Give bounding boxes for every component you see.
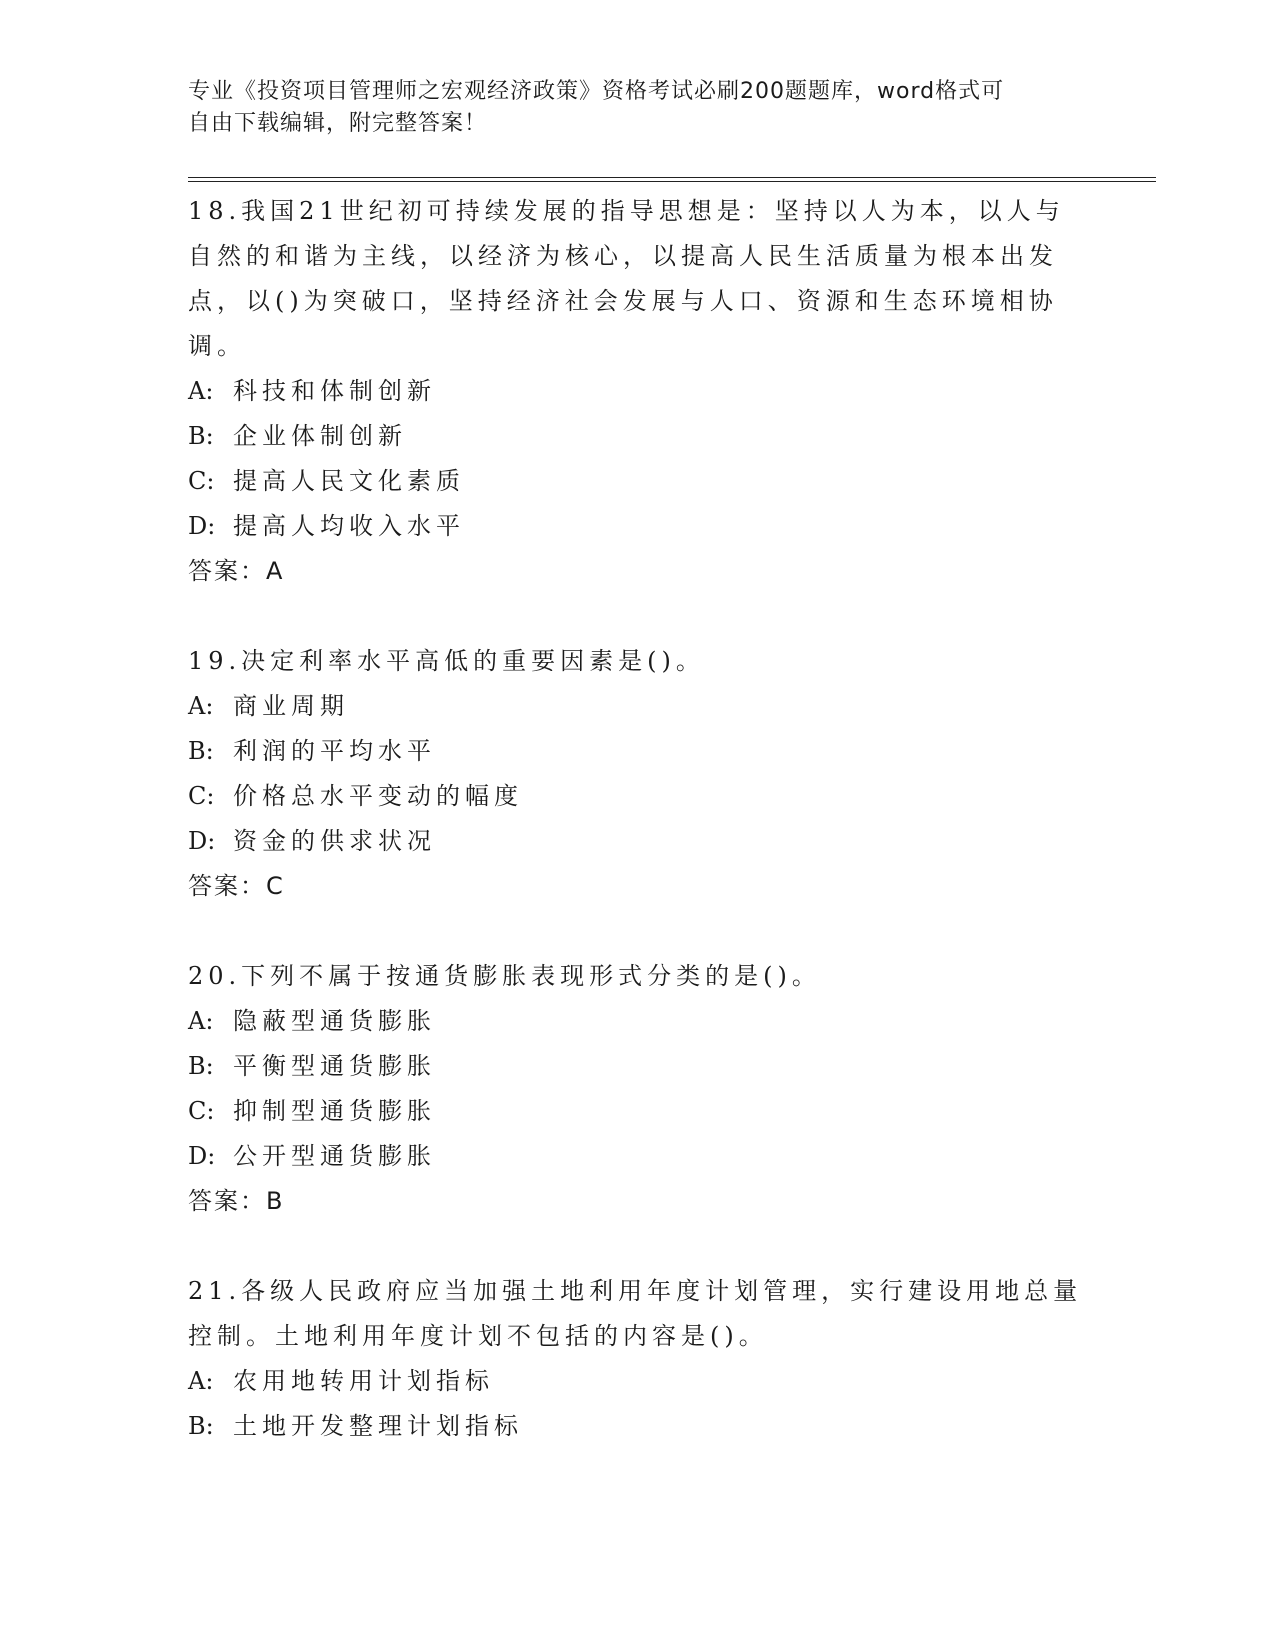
option-text: 平衡型通货膨胀	[233, 1052, 436, 1080]
option-letter: C:	[188, 467, 215, 495]
option-letter: D:	[188, 827, 216, 855]
option-c	[188, 459, 1088, 504]
option-letter: B:	[188, 1052, 214, 1080]
option-text: 价格总水平变动的幅度	[233, 782, 523, 810]
header-divider-bottom	[188, 181, 1156, 182]
question-stem-line: 调。	[188, 332, 246, 360]
option-letter: B:	[188, 1412, 214, 1440]
option-c	[188, 774, 1088, 819]
option-text: 农用地转用计划指标	[233, 1367, 494, 1395]
option-d	[188, 819, 1088, 864]
header-line-2: 自由下载编辑，附完整答案！	[188, 111, 488, 136]
answer-line: 答案：A	[188, 557, 285, 585]
option-b	[188, 414, 1088, 459]
question-21	[188, 1269, 1088, 1449]
option-d	[188, 1134, 1088, 1179]
option-text: 公开型通货膨胀	[233, 1142, 436, 1170]
option-text: 提高人民文化素质	[233, 467, 465, 495]
question-18	[188, 189, 1088, 594]
answer-line: 答案：C	[188, 872, 285, 900]
question-19	[188, 639, 1088, 909]
option-text: 隐蔽型通货膨胀	[233, 1007, 436, 1035]
question-stem-line: 20.下列不属于按通货膨胀表现形式分类的是()。	[188, 962, 821, 990]
option-text: 商业周期	[233, 692, 349, 720]
option-text: 土地开发整理计划指标	[233, 1412, 523, 1440]
question-20	[188, 954, 1088, 1224]
option-d	[188, 504, 1088, 549]
question-stem-line: 控制。土地利用年度计划不包括的内容是()。	[188, 1322, 768, 1350]
option-letter: A:	[188, 1007, 214, 1035]
header-divider-top	[188, 177, 1156, 178]
option-b	[188, 1404, 1088, 1449]
answer-line: 答案：B	[188, 1187, 285, 1215]
option-letter: C:	[188, 782, 215, 810]
option-text: 资金的供求状况	[233, 827, 436, 855]
option-letter: B:	[188, 737, 214, 765]
option-letter: C:	[188, 1097, 215, 1125]
option-letter: A:	[188, 692, 214, 720]
option-text: 企业体制创新	[233, 422, 407, 450]
option-b	[188, 1044, 1088, 1089]
question-stem-line: 点，以()为突破口，坚持经济社会发展与人口、资源和生态环境相协	[188, 287, 1058, 315]
option-c	[188, 1089, 1088, 1134]
question-stem-line: 21.各级人民政府应当加强土地利用年度计划管理，实行建设用地总量	[188, 1277, 1083, 1305]
option-b	[188, 729, 1088, 774]
option-text: 利润的平均水平	[233, 737, 436, 765]
option-a	[188, 1359, 1088, 1404]
option-letter: D:	[188, 1142, 216, 1170]
header-line-1: 专业《投资项目管理师之宏观经济政策》资格考试必刷200题题库，word格式可	[188, 79, 1005, 104]
option-a	[188, 999, 1088, 1044]
question-stem-line: 自然的和谐为主线，以经济为核心，以提高人民生活质量为根本出发	[188, 242, 1058, 270]
option-text: 提高人均收入水平	[233, 512, 465, 540]
question-list	[188, 189, 1088, 1494]
option-letter: B:	[188, 422, 214, 450]
question-stem-line: 19.决定利率水平高低的重要因素是()。	[188, 647, 705, 675]
option-letter: A:	[188, 1367, 214, 1395]
option-a	[188, 369, 1088, 414]
option-text: 抑制型通货膨胀	[233, 1097, 436, 1125]
document-header	[188, 76, 1088, 140]
question-stem-line: 18.我国21世纪初可持续发展的指导思想是：坚持以人为本，以人与	[188, 197, 1065, 225]
option-text: 科技和体制创新	[233, 377, 436, 405]
option-letter: D:	[188, 512, 216, 540]
option-letter: A:	[188, 377, 214, 405]
option-a	[188, 684, 1088, 729]
